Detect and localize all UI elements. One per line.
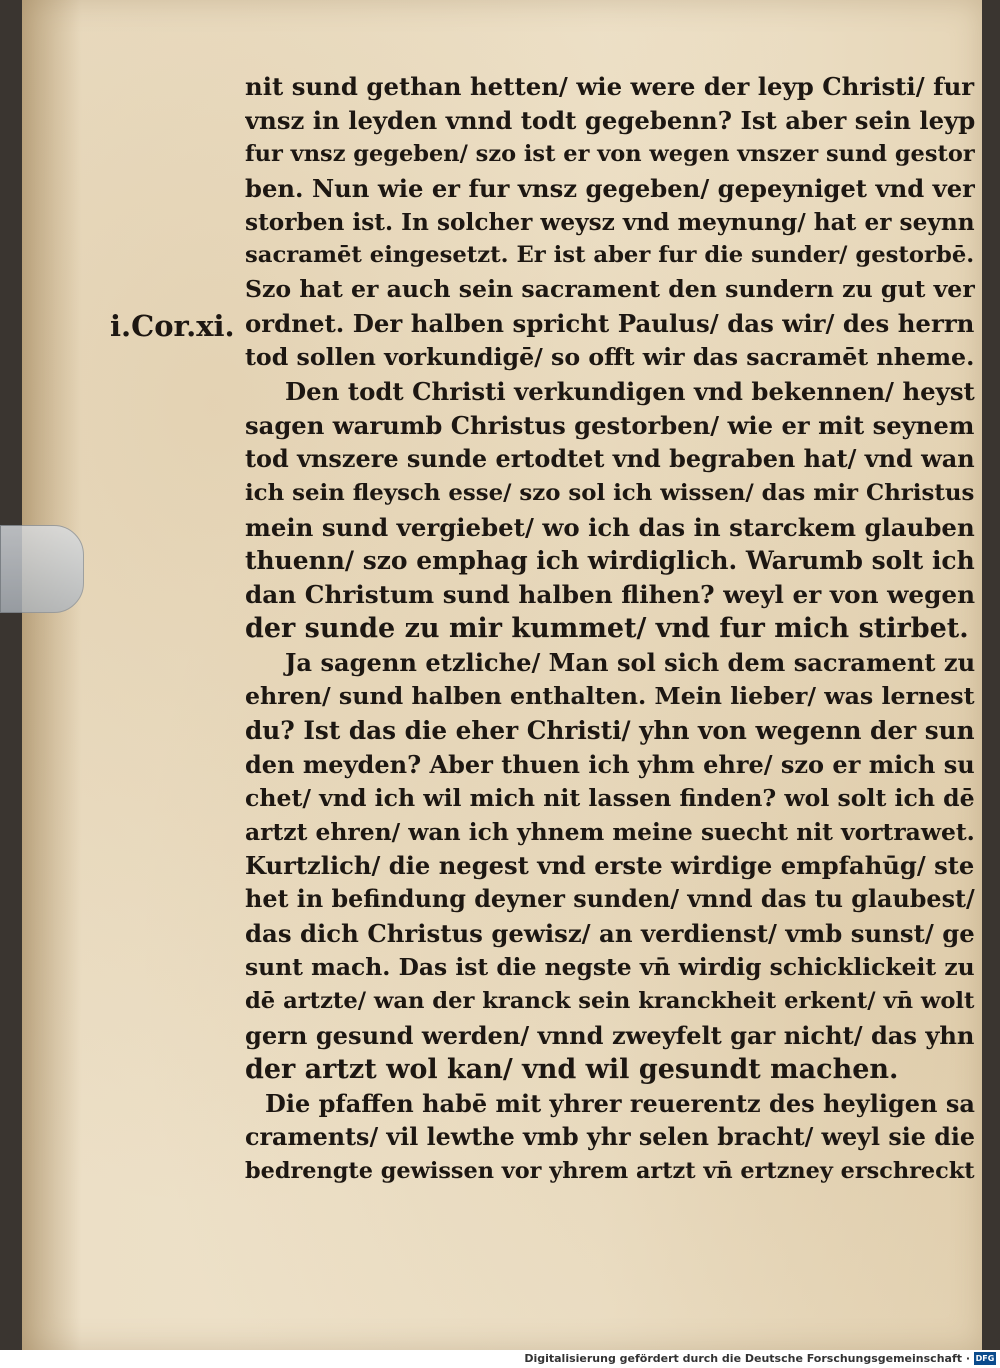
text-line: fur vnsz gegeben/ szo ist er von wegen vnszer sund gestor (245, 140, 975, 167)
text-line: tod vnszere sunde ertodtet vnd begraben hat/ vnd wan (245, 444, 975, 473)
text-line: vnsz in leyden vnnd todt gegebenn? Ist aber sein leyp (245, 105, 975, 135)
text-line: ehren/ sund halben enthalten. Mein lieber/ was lernest (245, 682, 975, 711)
text-line: Den todt Christi verkundigen vnd bekennen/ heyst (285, 377, 975, 407)
margin-note: i.Cor.xi. (110, 309, 235, 343)
text-line: artzt ehren/ wan ich yhnem meine suecht nit vortrawet. (245, 817, 975, 846)
text-line: ich sein fleysch esse/ szo sol ich wissen/ das mir Christus (245, 479, 975, 506)
text-line: ben. Nun wie er fur vnsz gegeben/ gepeyniget vnd ver (245, 173, 975, 203)
text-line: gern gesund werden/ vnnd zweyfelt gar nicht/ das yhn (245, 1020, 975, 1050)
text-line: nit sund gethan hetten/ wie were der leyp Christi/ fur (245, 72, 975, 101)
text-line: storben ist. In solcher weysz vnd meynung/ hat er seynn (245, 208, 975, 236)
page-gutter-shadow (22, 0, 82, 1350)
text-line: dē artzte/ wan der kranck sein kranckheit erkent/ vn̄ wolt (245, 988, 975, 1015)
text-line: het in befindung deyner sunden/ vnnd das tu glaubest/ (245, 885, 975, 914)
text-line: Ja sagenn etzliche/ Man sol sich dem sacrament zu (285, 648, 975, 678)
footer-bar (0, 1350, 1000, 1368)
text-line: ordnet. Der halben spricht Paulus/ das wir/ des herrn (245, 309, 975, 339)
text-line: mein sund vergiebet/ wo ich das in starckem glauben (245, 512, 975, 542)
text-line: sacramēt eingesetzt. Er ist aber fur die sunder/ gestorbē. (245, 242, 975, 269)
text-line: Die pfaffen habē mit yhrer reuerentz des heyligen sa (265, 1088, 975, 1118)
text-line: sagen warumb Christus gestorben/ wie er mit seynem (245, 410, 975, 440)
dfg-logo-icon: DFG (975, 1354, 995, 1363)
text-line: craments/ vil lewthe vmb yhr selen bracht/ weyl sie die (245, 1122, 975, 1151)
text-line: den meyden? Aber thuen ich yhm ehre/ szo er mich su (245, 749, 975, 779)
text-line: dan Christum sund halben flihen? weyl er von wegen (245, 580, 975, 610)
book-clip (0, 525, 84, 613)
funding-notice: Digitalisierung gefördert durch die Deutsche Forschungsgemeinschaft · (524, 1352, 970, 1365)
text-line: bedrengte gewissen vor yhrem artzt vn̄ ertzney erschreckt (245, 1157, 975, 1184)
text-line: der sunde zu mir kummet/ vnd fur mich stirbet. (245, 613, 969, 645)
text-line: der artzt wol kan/ vnd wil gesundt machen. (245, 1053, 899, 1085)
text-line: thuenn/ szo emphag ich wirdiglich. Warumb solt ich (245, 546, 975, 576)
main-text-block (245, 70, 975, 1188)
text-line: chet/ vnd ich wil mich nit lassen finden? wol solt ich dē (245, 783, 975, 812)
text-line: das dich Christus gewisz/ an verdienst/ vmb sunst/ ge (245, 919, 975, 949)
text-line: Szo hat er auch sein sacrament den sundern zu gut ver (245, 275, 975, 304)
text-line: Kurtzlich/ die negest vnd erste wirdige empfahūg/ ste (245, 851, 975, 881)
text-line: du? Ist das die eher Christi/ yhn von wegenn der sun (245, 715, 975, 745)
text-line: sunt mach. Das ist die negste vn̄ wirdig schicklickeit zu (245, 953, 975, 982)
text-line: tod sollen vorkundigē/ so offt wir das sacramēt nheme. (245, 343, 975, 372)
